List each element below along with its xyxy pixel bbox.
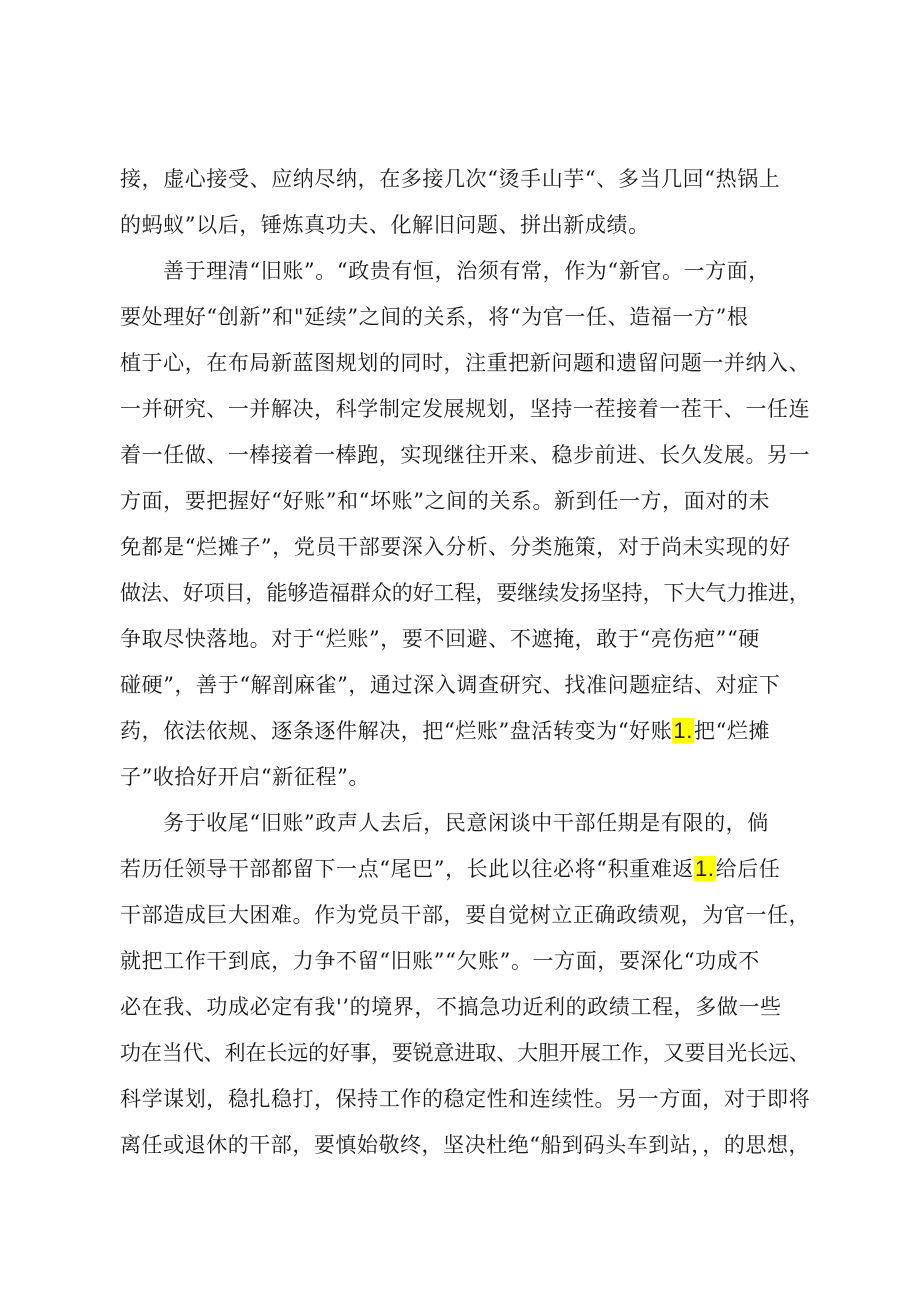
text-line: 科学谋划，稳扎稳打，保持工作的稳定性和连续性。另一方面，对于即将 <box>120 1087 811 1111</box>
text-line: 功在当代、利在长远的好事，要锐意进取、大胆开展工作，又要目光长远、 <box>120 1041 810 1065</box>
text-line-with-mark <box>120 713 810 749</box>
highlighted-marker: 1. <box>695 856 715 881</box>
highlighted-marker: 1. <box>673 718 693 743</box>
text-line: 接，虚心接受、应纳尽纳，在多接几次“烫手山芋“、多当几回“热锅上 <box>120 167 781 191</box>
text-line: 离任或退休的干部，要慎始敬终，坚决杜绝“船到码头车到站，，的思想， <box>120 1133 811 1157</box>
text-line: 的蚂蚁”以后，锤炼真功夫、化解旧问题、拼出新成绩。 <box>120 213 650 237</box>
text-line-with-mark <box>120 851 810 887</box>
text-line: 善于理清“旧账”。“政贵有恒，治须有常，作为“新官。一方面， <box>163 259 770 283</box>
text-line: 干部造成巨大困难。作为党员干部，要自觉树立正确政绩观，为官一任， <box>120 903 811 927</box>
text-line: 一并研究、一并解决，科学制定发展规划，坚持一茬接着一茬干、一任连 <box>120 397 811 421</box>
text-line: 着一任做、一棒接着一棒跑，实现继往开来、稳步前进、长久发展。另一 <box>120 443 811 467</box>
text-line: 子”收拾好开启“新征程”。 <box>120 765 371 789</box>
text-segment: 给后任 <box>715 857 781 881</box>
text-line: 要处理好“创新”和"延续”之间的关系，将“为官一任、造福一方”根 <box>120 305 749 329</box>
text-line: 做法、好项目，能够造福群众的好工程，要继续发扬坚持，下大气力推进， <box>120 581 810 605</box>
text-line: 碰硬”，善于“解剖麻雀”，通过深入调查研究、找准问题症结、对症下 <box>120 673 781 697</box>
text-line: 免都是“烂摊子”，党员干部要深入分析、分类施策，对于尚未实现的好 <box>120 535 791 559</box>
text-line: 必在我、功成必定有我'’的境界，不搞急功近利的政绩工程，多做一些 <box>120 995 782 1019</box>
text-line: 就把工作干到底，力争不留“旧账”“欠账”。一方面，要深化“功成不 <box>120 949 760 973</box>
text-line: 务于收尾“旧账”政声人去后，民意闲谈中干部任期是有限的，倘 <box>163 811 769 835</box>
text-segment: 若历任领导干部都留下一点“尾巴”，长此以往必将“积重难返 <box>120 857 695 881</box>
text-segment: 药，依法依规、逐条逐件解决，把“烂账”盘活转变为“好账 <box>120 719 673 743</box>
text-segment: 把“烂摊 <box>693 719 771 743</box>
text-line: 争取尽快落地。对于“烂账”，要不回避、不遮掩，敢于“亮伤疤”“硬 <box>120 627 760 651</box>
text-line: 植于心，在布局新蓝图规划的同时，注重把新问题和遗留问题一并纳入、 <box>120 351 811 375</box>
text-line: 方面，要把握好“好账”和“坏账”之间的关系。新到任一方，面对的未 <box>120 489 771 513</box>
